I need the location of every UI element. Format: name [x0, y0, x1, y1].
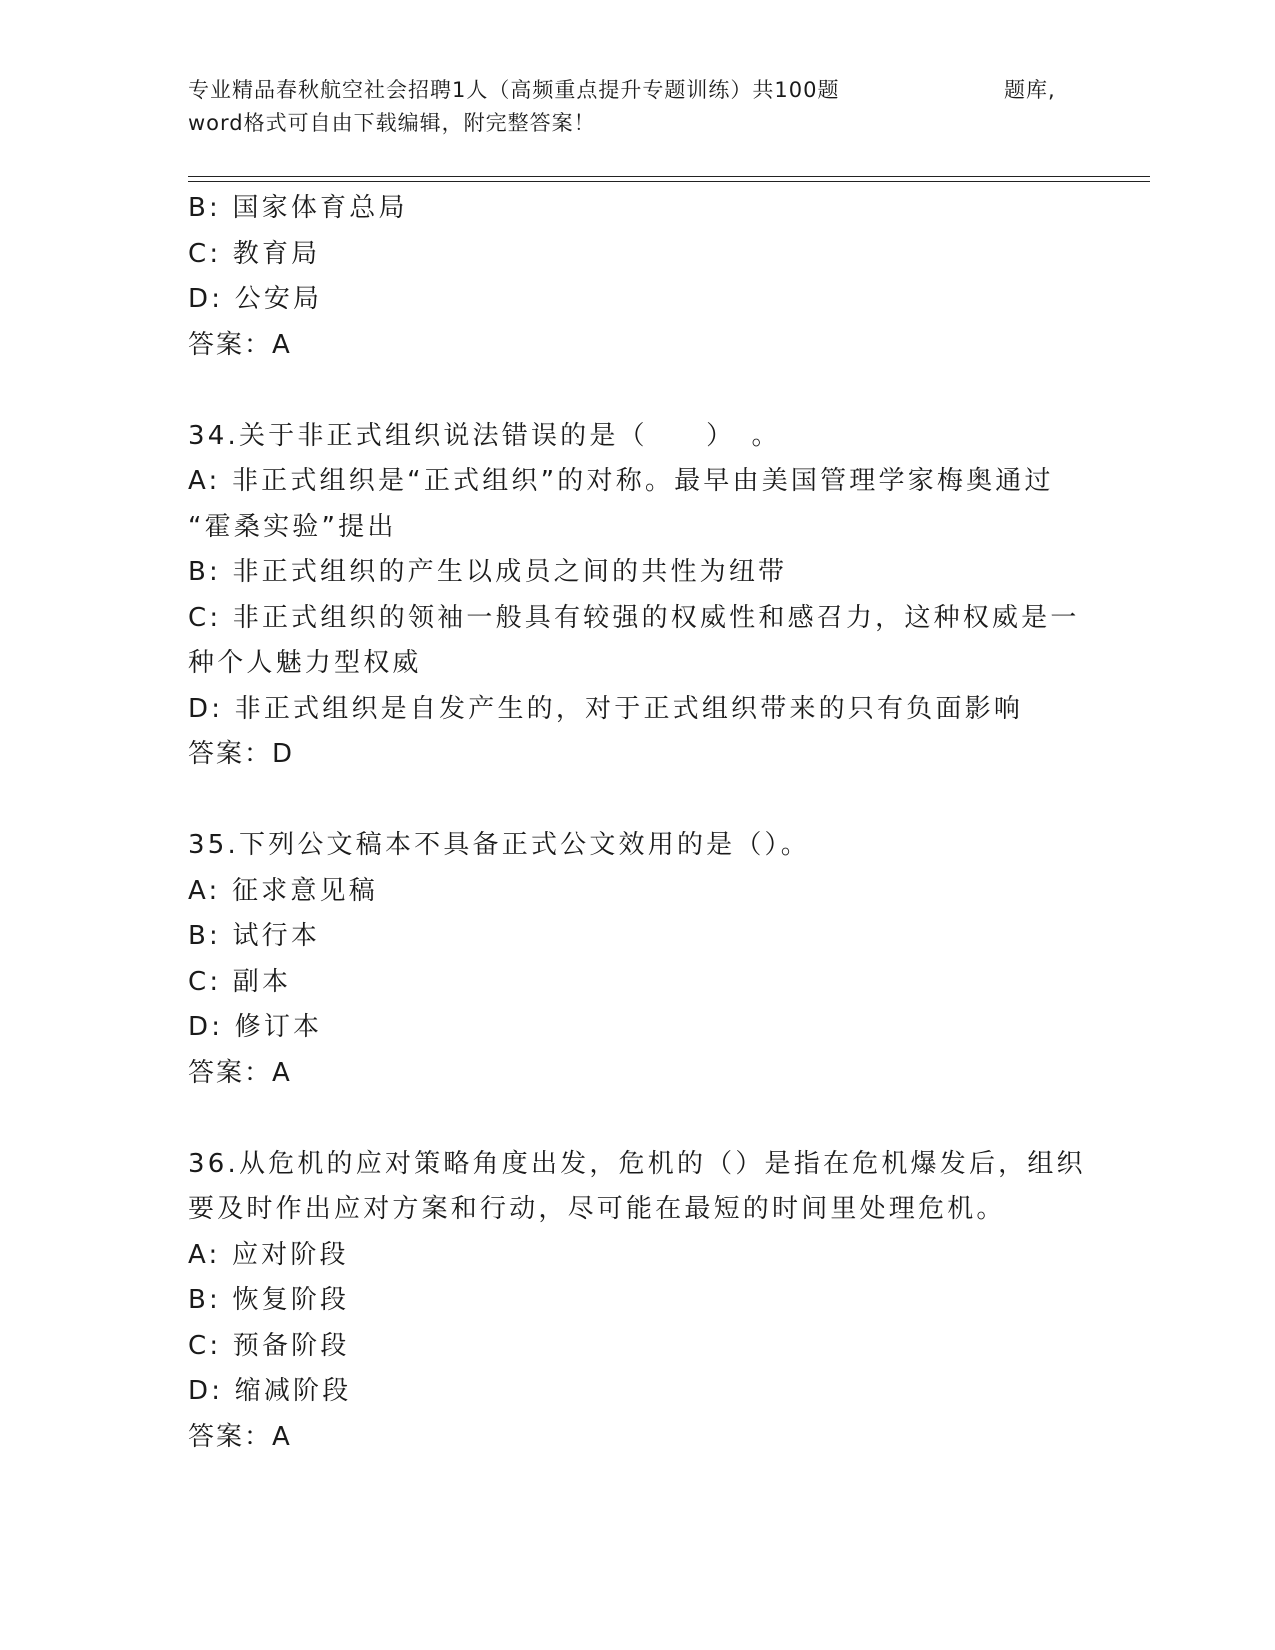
question-stem-line-2: 要及时作出应对方案和行动，尽可能在最短的时间里处理危机。	[188, 1194, 1006, 1224]
option-c: C: 副本	[188, 966, 292, 997]
option-b: B: 非正式组织的产生以成员之间的共性为纽带	[188, 557, 788, 587]
question-stem: 35.下列公文稿本不具备正式公文效用的是（）。	[188, 830, 810, 860]
option-d: D: 公安局	[188, 284, 323, 314]
option-a-line-2: “霍桑实验”提出	[188, 511, 397, 542]
question-35	[188, 823, 1088, 1096]
answer: 答案：A	[188, 329, 292, 360]
option-a: A: 征求意见稿	[188, 875, 378, 906]
option-d: D: 非正式组织是自发产生的，对于正式组织带来的只有负面影响	[188, 693, 1024, 724]
header-divider-bottom	[188, 181, 1150, 182]
header-title-suffix: 题库,	[1004, 78, 1056, 102]
question-content	[188, 186, 1088, 1460]
question-33-tail	[188, 186, 1088, 368]
spacer	[188, 368, 1088, 414]
option-c: C: 预备阶段	[188, 1330, 350, 1361]
question-stem-line-1: 36.从危机的应对策略角度出发，危机的（）是指在危机爆发后，组织	[188, 1148, 1086, 1179]
page-header	[188, 74, 1068, 140]
question-34	[188, 414, 1088, 778]
spacer	[188, 1096, 1088, 1142]
option-c-line-2: 种个人魅力型权威	[188, 648, 422, 678]
option-c-line-1: C: 非正式组织的领袖一般具有较强的权威性和感召力，这种权威是一	[188, 602, 1080, 633]
option-a-line-1: A: 非正式组织是“正式组织”的对称。最早由美国管理学家梅奥通过	[188, 466, 1054, 496]
answer: 答案：A	[188, 1057, 292, 1088]
option-c: C: 教育局	[188, 238, 321, 269]
option-a: A: 应对阶段	[188, 1239, 349, 1270]
header-line-1	[188, 74, 1068, 107]
header-divider-top	[188, 176, 1150, 177]
option-b: B: 国家体育总局	[188, 193, 408, 223]
option-b: B: 恢复阶段	[188, 1285, 350, 1315]
question-36	[188, 1142, 1088, 1461]
question-stem: 34.关于非正式组织说法错误的是（ ） 。	[188, 420, 781, 451]
header-title: 专业精品春秋航空社会招聘1人（高频重点提升专题训练）共100题	[188, 78, 840, 102]
answer: 答案：D	[188, 739, 295, 769]
option-d: D: 修订本	[188, 1012, 323, 1042]
option-b: B: 试行本	[188, 921, 321, 951]
answer: 答案：A	[188, 1421, 292, 1452]
option-d: D: 缩减阶段	[188, 1376, 352, 1406]
spacer	[188, 778, 1088, 824]
header-subtitle: word格式可自由下载编辑，附完整答案！	[188, 111, 596, 135]
